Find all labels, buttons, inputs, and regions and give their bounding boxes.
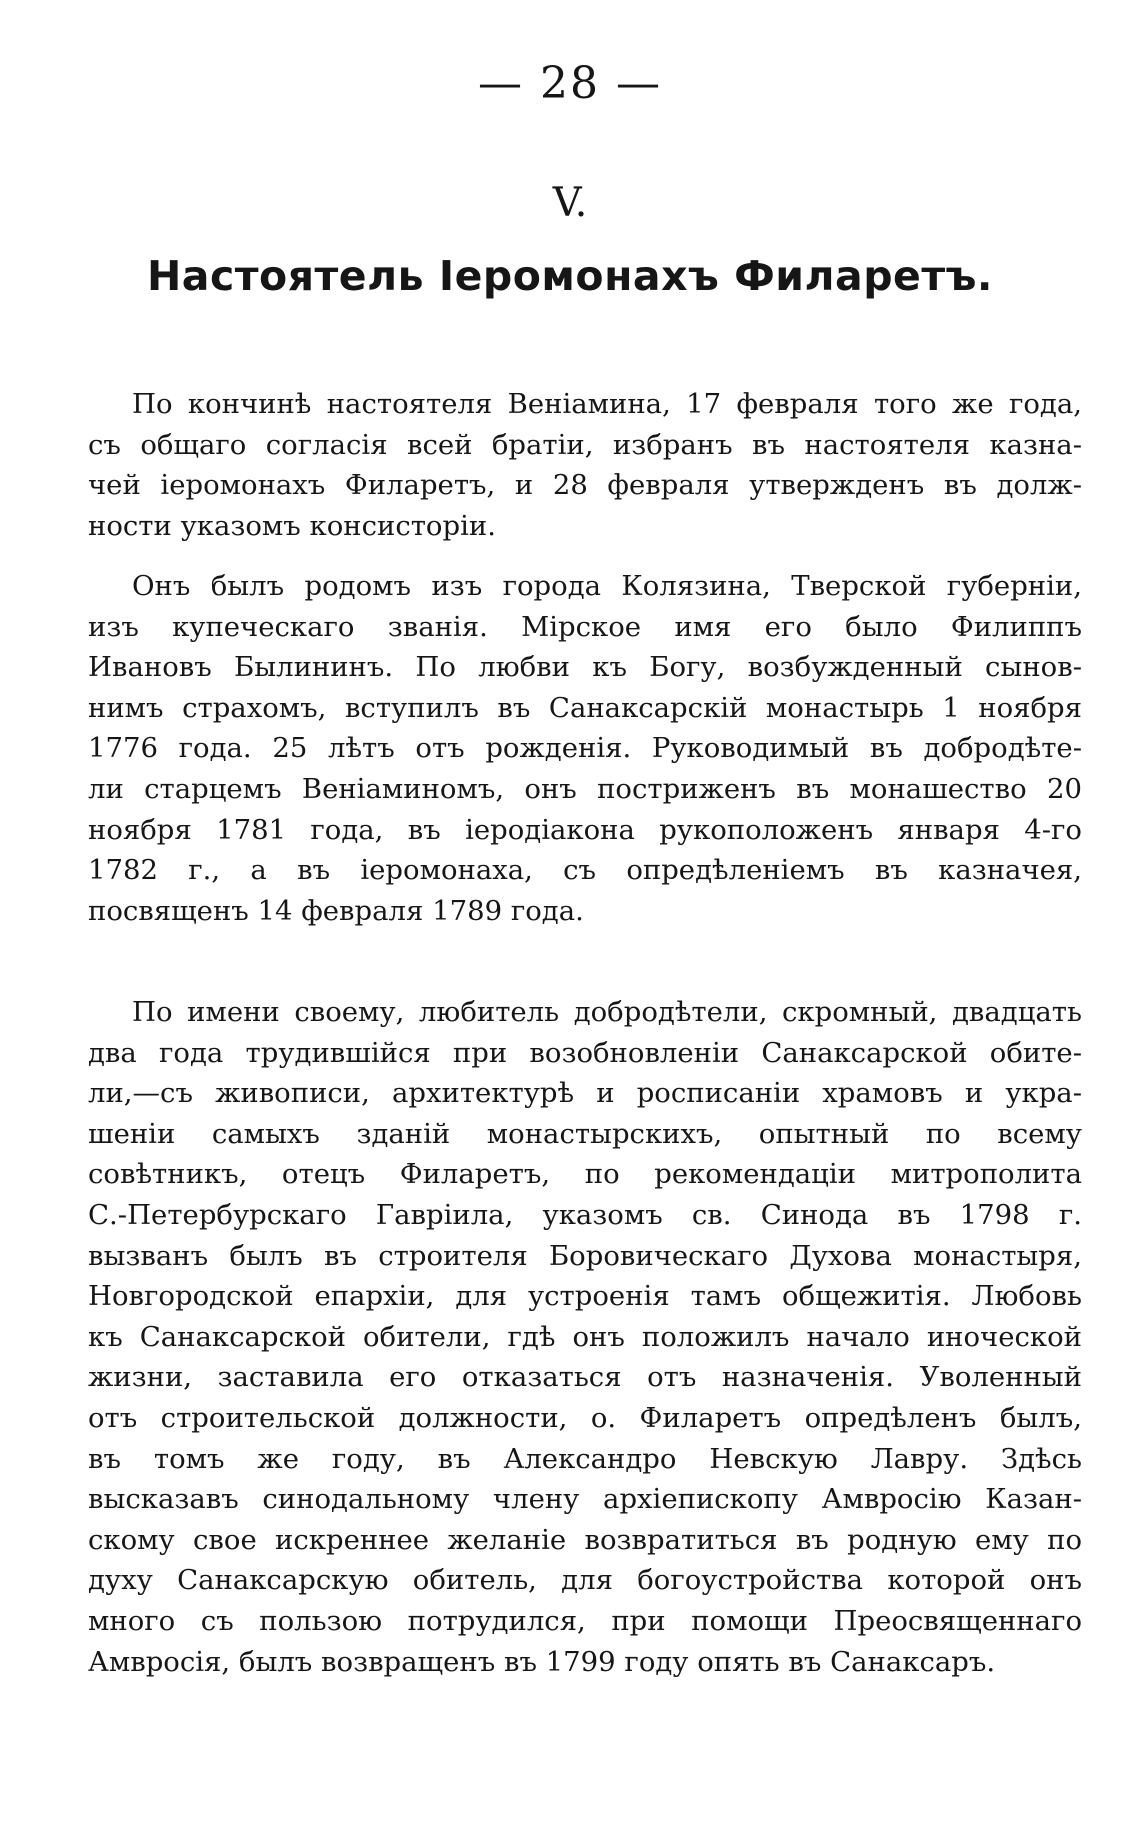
text-line: ли старцемъ Веніаминомъ, онъ постриженъ въ монашество 20 — [88, 772, 1082, 805]
text-line: По имени своему, любитель добродѣтели, скромный, двадцать — [132, 996, 1082, 1028]
text-line: 1776 года. 25 лѣтъ отъ рожденія. Руководимый въ добродѣте- — [88, 732, 1082, 765]
text-line: посвященъ 14 февраля 1789 года. — [88, 894, 584, 927]
text-line: изъ купеческаго званія. Мірское имя его было Филиппъ — [88, 610, 1082, 643]
text-line: ноября 1781 года, въ іеродіакона рукоположенъ января 4-го — [88, 813, 1082, 846]
text-line: Ивановъ Былининъ. По любви къ Богу, возбужденный сынов- — [88, 651, 1082, 684]
text-line: скому свое искреннее желаніе возвратиться въ родную ему по — [88, 1523, 1082, 1556]
text-line: 1782 г., а въ іеромонаха, съ опредѣленіемъ въ казначея, — [88, 854, 1082, 887]
text-line: совѣтникъ, отецъ Филаретъ, по рекомендаціи митрополита — [88, 1158, 1082, 1191]
text-line: шеніи самыхъ зданій монастырскихъ, опытный по всему — [88, 1117, 1082, 1150]
chapter-title: Настоятель Іеромонахъ Филаретъ. — [146, 252, 993, 300]
text-line: Новгородской епархіи, для устроенія тамъ общежитія. Любовь — [88, 1280, 1082, 1313]
page-number: — 28 — — [478, 58, 662, 109]
text-line: много съ пользою потрудился, при помощи Преосвященнаго — [88, 1604, 1082, 1637]
text-line: нимъ страхомъ, вступилъ въ Санаксарскій монастырь 1 ноября — [88, 691, 1082, 724]
paragraph-2 — [88, 566, 1082, 931]
text-line: ли,—съ живописи, архитектурѣ и росписаніи храмовъ и укра- — [88, 1077, 1082, 1110]
text-line: въ томъ же году, въ Александро Невскую Лавру. Здѣсь — [88, 1442, 1082, 1475]
text-line: С.-Петербурскаго Гавріила, указомъ св. Синода въ 1798 г. — [88, 1198, 1082, 1231]
text-line: духу Санаксарскую обитель, для богоустройства которой онъ — [88, 1564, 1082, 1597]
text-line: По кончинѣ настоятеля Веніамина, 17 февраля того же года, — [132, 388, 1082, 420]
paragraph-1 — [88, 384, 1082, 546]
text-line: къ Санаксарской обители, гдѣ онъ положилъ начало иноческой — [88, 1320, 1082, 1353]
text-line: отъ строительской должности, о. Филаретъ опредѣленъ былъ, — [88, 1401, 1082, 1434]
text-line: ности указомъ консисторіи. — [88, 509, 496, 542]
text-line: вызванъ былъ въ строителя Боровическаго Духова монастыря, — [88, 1239, 1082, 1272]
paragraph-3 — [88, 992, 1082, 1682]
text-line: высказавъ синодальному члену архіепископу Амвросію Казан- — [88, 1483, 1082, 1516]
text-line: чей іеромонахъ Филаретъ, и 28 февраля утвержденъ въ долж- — [88, 469, 1082, 502]
text-line: два года трудившійся при возобновленіи Санаксарской обите- — [88, 1036, 1082, 1069]
text-line: Онъ былъ родомъ изъ города Колязина, Тверской губерніи, — [132, 570, 1082, 602]
section-number: V. — [552, 180, 588, 226]
text-line: жизни, заставила его отказаться отъ назначенія. Уволенный — [88, 1361, 1082, 1394]
text-line: Амвросія, былъ возвращенъ въ 1799 году опять въ Санаксаръ. — [88, 1645, 996, 1678]
text-line: съ общаго согласія всей братіи, избранъ въ настоятеля казна- — [88, 428, 1082, 461]
